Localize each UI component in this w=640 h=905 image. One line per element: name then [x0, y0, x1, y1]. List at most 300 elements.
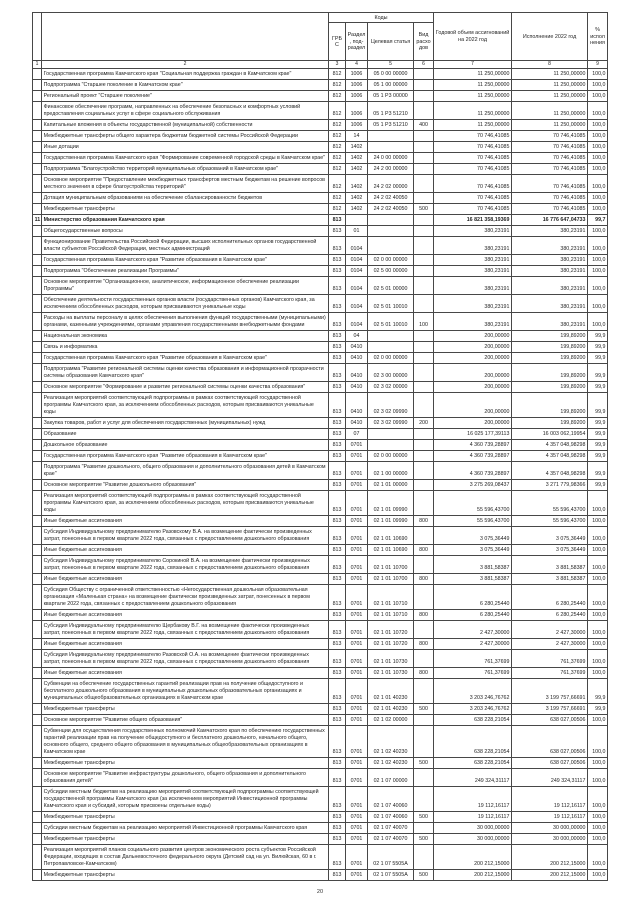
target-article-code: 02 1 01 10720: [368, 639, 414, 650]
section-code: 0410: [346, 382, 368, 393]
annual-allocation: 200,00000: [434, 382, 512, 393]
row-name: Закупка товаров, работ и услуг для обеспечения государственных (муниципальных) нужд: [42, 418, 329, 429]
expense-type-code: 800: [414, 516, 434, 527]
execution-amount: 380,23191: [512, 295, 588, 313]
execution-amount: 70 746,41085: [512, 142, 588, 153]
row-name: Государственная программа Камчатского края "Социальная поддержка граждан в Камчатском крае": [42, 69, 329, 80]
expense-type-code: [414, 102, 434, 120]
row-number: [33, 834, 42, 845]
table-row: [33, 650, 608, 668]
row-number: [33, 823, 42, 834]
annual-allocation: 200,00000: [434, 353, 512, 364]
table-row: [33, 342, 608, 353]
table-row: [33, 331, 608, 342]
row-number: [33, 226, 42, 237]
execution-amount: 70 746,41085: [512, 131, 588, 142]
execution-amount: 199,89200: [512, 418, 588, 429]
target-article-code: 02 1 07 40060: [368, 787, 414, 812]
expense-type-code: 500: [414, 870, 434, 881]
target-article-code: 02 3 00 00000: [368, 364, 414, 382]
section-code: 0701: [346, 679, 368, 704]
target-article-code: 24 2 02 40050: [368, 204, 414, 215]
expense-type-code: 800: [414, 545, 434, 556]
grbs-code: 813: [329, 266, 346, 277]
table-row: [33, 153, 608, 164]
execution-percent: 100,0: [588, 834, 608, 845]
row-number: [33, 102, 42, 120]
section-code: 1402: [346, 142, 368, 153]
expense-type-code: [414, 769, 434, 787]
section-code: 0701: [346, 451, 368, 462]
table-row: [33, 545, 608, 556]
grbs-code: 812: [329, 142, 346, 153]
row-name: Расходы на выплаты персоналу в целях обеспечения выполнения функций государственными (муниципальными) органами, казенными учреждениями, органами управления государственными внебюджетными фондами: [42, 313, 329, 331]
target-article-code: 02 1 01 10700: [368, 574, 414, 585]
row-name: Субвенции для осуществления государственных полномочий Камчатского края по обеспечению государственных гарантий реализации прав на получение общедоступного и бесплатного дошкольного, начального общего, основного общего, среднего общего образования в муниципальных общеобразовательных организациях в Камчатском крае: [42, 726, 329, 758]
table-body: [33, 69, 608, 881]
section-code: 0701: [346, 527, 368, 545]
execution-amount: 3 199 757,66691: [512, 679, 588, 704]
execution-percent: 100,0: [588, 621, 608, 639]
row-number: [33, 650, 42, 668]
grbs-code: 813: [329, 462, 346, 480]
section-code: 0701: [346, 462, 368, 480]
row-number: [33, 715, 42, 726]
expense-type-code: [414, 277, 434, 295]
grbs-code: 813: [329, 650, 346, 668]
table-row: [33, 418, 608, 429]
execution-percent: 100,0: [588, 556, 608, 574]
table-row: [33, 639, 608, 650]
execution-percent: 100,0: [588, 610, 608, 621]
row-name: Субсидия Индивидуальному предпринимателю Разовскому В.А. на возмещение фактически произведенных затрат, понесенных в первом квартале 2022 года, связанных с предоставлением дошкольного образования: [42, 527, 329, 545]
row-number: [33, 153, 42, 164]
row-number: [33, 451, 42, 462]
grbs-code: 813: [329, 277, 346, 295]
expense-type-code: [414, 845, 434, 870]
expense-type-code: [414, 650, 434, 668]
table-row: [33, 382, 608, 393]
annual-allocation: 4 360 739,28897: [434, 451, 512, 462]
annual-allocation: 3 881,58387: [434, 556, 512, 574]
target-article-code: 02 1 01 10720: [368, 621, 414, 639]
execution-percent: 99,9: [588, 364, 608, 382]
row-number: [33, 545, 42, 556]
expense-type-code: [414, 382, 434, 393]
expense-type-code: 500: [414, 834, 434, 845]
row-number: [33, 621, 42, 639]
row-name: Государственная программа Камчатского края "Развитие образования в Камчатском крае": [42, 451, 329, 462]
table-row: [33, 491, 608, 516]
expense-type-code: 500: [414, 204, 434, 215]
section-code: 0701: [346, 769, 368, 787]
annual-allocation: 4 360 739,28897: [434, 462, 512, 480]
execution-amount: 200 212,15000: [512, 845, 588, 870]
table-row: [33, 277, 608, 295]
target-article-code: 05 1 P3 00000: [368, 91, 414, 102]
table-row: [33, 758, 608, 769]
section-code: 1402: [346, 175, 368, 193]
expense-type-code: [414, 715, 434, 726]
grbs-code: 813: [329, 834, 346, 845]
annual-allocation: 3 881,58387: [434, 574, 512, 585]
target-article-code: 24 2 02 40050: [368, 193, 414, 204]
row-name: Межбюджетные трансферты: [42, 704, 329, 715]
execution-amount: 11 250,00000: [512, 80, 588, 91]
expense-type-code: [414, 823, 434, 834]
section-code: 0701: [346, 812, 368, 823]
execution-percent: 99,9: [588, 353, 608, 364]
section-code: 0701: [346, 621, 368, 639]
execution-amount: 380,23191: [512, 277, 588, 295]
table-row: [33, 164, 608, 175]
execution-percent: 100,0: [588, 769, 608, 787]
execution-percent: 99,9: [588, 382, 608, 393]
grbs-code: 813: [329, 382, 346, 393]
target-article-code: [368, 226, 414, 237]
row-name: Капитальные вложения в объекты государственной (муниципальной) собственности: [42, 120, 329, 131]
execution-percent: 100,0: [588, 758, 608, 769]
annual-allocation: 30 000,00000: [434, 834, 512, 845]
target-article-code: 02 1 01 00000: [368, 480, 414, 491]
column-number: 7: [434, 61, 512, 69]
grbs-code: 813: [329, 585, 346, 610]
execution-percent: 100,0: [588, 91, 608, 102]
row-name: Субсидии местным бюджетам на реализацию мероприятий Инвестиционной программы Камчатского края: [42, 823, 329, 834]
execution-amount: 70 746,41085: [512, 153, 588, 164]
section-code: 1402: [346, 204, 368, 215]
target-article-code: 02 1 07 40070: [368, 834, 414, 845]
target-article-code: 02 5 01 10010: [368, 295, 414, 313]
row-number: [33, 120, 42, 131]
annual-allocation: 200,00000: [434, 393, 512, 418]
section-code: 0104: [346, 313, 368, 331]
execution-percent: 99,9: [588, 429, 608, 440]
execution-percent: 100,0: [588, 726, 608, 758]
section-code: 0701: [346, 715, 368, 726]
execution-percent: 99,9: [588, 331, 608, 342]
section-code: 0701: [346, 834, 368, 845]
row-name: Иные бюджетные ассигнования: [42, 545, 329, 556]
expense-type-code: 100: [414, 313, 434, 331]
row-number: [33, 80, 42, 91]
target-article-code: 02 0 00 00000: [368, 255, 414, 266]
execution-amount: 638 027,00506: [512, 726, 588, 758]
execution-amount: 380,23191: [512, 237, 588, 255]
execution-amount: 380,23191: [512, 226, 588, 237]
grbs-code: 812: [329, 193, 346, 204]
execution-amount: 4 357 048,98298: [512, 440, 588, 451]
table-row: [33, 295, 608, 313]
table-row: [33, 585, 608, 610]
execution-amount: 199,89200: [512, 342, 588, 353]
row-number: [33, 491, 42, 516]
section-code: 0701: [346, 787, 368, 812]
table-row: [33, 679, 608, 704]
execution-amount: 30 000,00000: [512, 823, 588, 834]
table-row: [33, 516, 608, 527]
grbs-code: 813: [329, 812, 346, 823]
row-name: Субсидия Обществу с ограниченной ответственностью «Негосударственная дошкольная образовательная организация «Маленькая страна» на возмещение фактически произведенных затрат, понесенных в первом квартале 2022 года, связанных с предоставлением дошкольного образования: [42, 585, 329, 610]
annual-allocation: 16 821 358,19369: [434, 215, 512, 226]
annual-allocation: 3 203 246,76762: [434, 704, 512, 715]
grbs-code: 812: [329, 153, 346, 164]
execution-percent: 100,0: [588, 516, 608, 527]
row-number: [33, 91, 42, 102]
row-name: Иные бюджетные ассигнования: [42, 574, 329, 585]
annual-allocation: 2 427,30000: [434, 621, 512, 639]
target-article-code: 02 1 01 10710: [368, 610, 414, 621]
row-name: Государственная программа Камчатского края "Развитие образования в Камчатском крае": [42, 255, 329, 266]
annual-allocation: 200,00000: [434, 342, 512, 353]
expense-type-code: [414, 153, 434, 164]
target-article-code: 02 1 01 10700: [368, 556, 414, 574]
grbs-code: 812: [329, 120, 346, 131]
execution-amount: 380,23191: [512, 313, 588, 331]
target-article-code: 02 1 07 5505А: [368, 870, 414, 881]
annual-allocation: 70 746,41085: [434, 153, 512, 164]
section-code: 0104: [346, 266, 368, 277]
expense-type-code: [414, 726, 434, 758]
row-number: [33, 255, 42, 266]
row-number: [33, 679, 42, 704]
table-row: [33, 440, 608, 451]
section-code: 01: [346, 226, 368, 237]
target-article-code: 02 1 02 40230: [368, 758, 414, 769]
execution-amount: 11 250,00000: [512, 69, 588, 80]
row-number: 11: [33, 215, 42, 226]
annual-allocation: 4 360 739,28897: [434, 440, 512, 451]
row-name: Региональный проект "Старшее поколение": [42, 91, 329, 102]
table-row: [33, 480, 608, 491]
table-row: [33, 621, 608, 639]
grbs-code: 813: [329, 331, 346, 342]
section-code: 0410: [346, 353, 368, 364]
column-number: 8: [512, 61, 588, 69]
table-row: [33, 823, 608, 834]
row-number: [33, 769, 42, 787]
table-row: [33, 769, 608, 787]
section-code: 0701: [346, 704, 368, 715]
table-row: [33, 313, 608, 331]
section-code: 0701: [346, 585, 368, 610]
expense-type-code: [414, 353, 434, 364]
section-code: 0701: [346, 440, 368, 451]
annual-allocation: 6 280,25440: [434, 610, 512, 621]
annual-allocation: 19 112,16117: [434, 812, 512, 823]
annual-allocation: 6 280,25440: [434, 585, 512, 610]
execution-percent: 100,0: [588, 204, 608, 215]
grbs-code: 812: [329, 91, 346, 102]
execution-percent: 100,0: [588, 668, 608, 679]
annual-allocation: 249 324,31117: [434, 769, 512, 787]
target-article-code: 02 1 01 09990: [368, 491, 414, 516]
execution-percent: 99,9: [588, 418, 608, 429]
execution-amount: 3 075,36449: [512, 527, 588, 545]
header-expense-type: Вид расходов: [414, 23, 434, 61]
table-row: [33, 704, 608, 715]
column-number: 2: [42, 61, 329, 69]
execution-amount: 70 746,41085: [512, 164, 588, 175]
expense-type-code: [414, 585, 434, 610]
execution-percent: 100,0: [588, 715, 608, 726]
table-row: [33, 812, 608, 823]
target-article-code: 02 1 07 00000: [368, 769, 414, 787]
table-row: [33, 255, 608, 266]
row-name: Иные дотации: [42, 142, 329, 153]
header-codes: Коды: [329, 13, 434, 23]
section-code: 0410: [346, 418, 368, 429]
execution-percent: 100,0: [588, 69, 608, 80]
target-article-code: [368, 440, 414, 451]
target-article-code: 02 5 00 00000: [368, 266, 414, 277]
target-article-code: 02 1 01 10730: [368, 650, 414, 668]
row-number: [33, 331, 42, 342]
section-code: 0701: [346, 480, 368, 491]
grbs-code: 813: [329, 342, 346, 353]
expense-type-code: [414, 164, 434, 175]
target-article-code: 02 3 02 00000: [368, 382, 414, 393]
header-target-article: Целевая статья: [368, 23, 414, 61]
row-name: Связь и информатика: [42, 342, 329, 353]
expense-type-code: 800: [414, 610, 434, 621]
execution-amount: 70 746,41085: [512, 204, 588, 215]
execution-percent: 100,0: [588, 650, 608, 668]
row-name: Субсидия Индивидуальному предпринимателю Щербакову В.Г. на возмещение фактически произведенных затрат, понесенных в первом квартале 2022 года, связанных с предоставлением дошкольного образования: [42, 621, 329, 639]
execution-percent: 100,0: [588, 870, 608, 881]
row-name: Субсидия Индивидуальному предпринимателю Сорокиной В.А. на возмещение фактически произведенных затрат, понесенных в первом квартале 2022 года, связанных с предоставлением дошкольного образования: [42, 556, 329, 574]
table-row: [33, 69, 608, 80]
row-number: [33, 516, 42, 527]
section-code: 0701: [346, 491, 368, 516]
row-number: [33, 440, 42, 451]
execution-percent: 100,0: [588, 812, 608, 823]
table-row: [33, 787, 608, 812]
annual-allocation: 55 596,43700: [434, 516, 512, 527]
grbs-code: 813: [329, 364, 346, 382]
row-number: [33, 610, 42, 621]
row-name: Подпрограмма "Развитие дошкольного, общего образования и дополнительного образования детей в Камчатском крае": [42, 462, 329, 480]
annual-allocation: 19 112,16117: [434, 787, 512, 812]
table-row: [33, 237, 608, 255]
expense-type-code: [414, 175, 434, 193]
row-number: [33, 237, 42, 255]
table-row: [33, 429, 608, 440]
row-number: [33, 313, 42, 331]
row-number: [33, 204, 42, 215]
target-article-code: 02 1 01 10690: [368, 545, 414, 556]
execution-amount: 4 357 048,98298: [512, 451, 588, 462]
header-percent: % исполнения: [588, 13, 608, 61]
execution-amount: 55 596,43700: [512, 491, 588, 516]
page-number: 20: [316, 889, 324, 895]
annual-allocation: 3 075,36449: [434, 545, 512, 556]
target-article-code: [368, 429, 414, 440]
table-row: [33, 845, 608, 870]
row-name: Общегосударственные вопросы: [42, 226, 329, 237]
execution-amount: 3 199 757,66691: [512, 704, 588, 715]
grbs-code: 813: [329, 429, 346, 440]
row-name: Основное мероприятие "Развитие общего образования": [42, 715, 329, 726]
expense-type-code: [414, 69, 434, 80]
row-name: Реализация мероприятий соответствующей подпрограммы в рамках соответствующей государственной программы Камчатского края, за исключением обособленных расходов, которым присваиваются уникальные коды: [42, 393, 329, 418]
annual-allocation: 380,23191: [434, 266, 512, 277]
table-row: [33, 364, 608, 382]
grbs-code: 813: [329, 845, 346, 870]
grbs-code: 813: [329, 516, 346, 527]
execution-percent: 100,0: [588, 639, 608, 650]
execution-percent: 100,0: [588, 491, 608, 516]
section-code: 07: [346, 429, 368, 440]
section-code: 0701: [346, 845, 368, 870]
grbs-code: 813: [329, 545, 346, 556]
target-article-code: 02 0 00 00000: [368, 353, 414, 364]
grbs-code: 813: [329, 715, 346, 726]
row-number: [33, 758, 42, 769]
row-number: [33, 462, 42, 480]
section-code: 04: [346, 331, 368, 342]
section-code: 1402: [346, 193, 368, 204]
table-row: [33, 715, 608, 726]
expense-type-code: [414, 364, 434, 382]
row-name: Межбюджетные трансферты: [42, 834, 329, 845]
table-row: [33, 266, 608, 277]
row-name: Министерство образования Камчатского края: [42, 215, 329, 226]
section-code: 1006: [346, 102, 368, 120]
execution-amount: 2 427,30000: [512, 621, 588, 639]
column-number: 4: [346, 61, 368, 69]
annual-allocation: 380,23191: [434, 226, 512, 237]
expense-type-code: [414, 80, 434, 91]
grbs-code: 813: [329, 295, 346, 313]
target-article-code: 02 1 01 10730: [368, 668, 414, 679]
target-article-code: [368, 142, 414, 153]
column-number: 1: [33, 61, 42, 69]
execution-amount: 3 271 779,98366: [512, 480, 588, 491]
target-article-code: 24 0 00 00000: [368, 153, 414, 164]
table-row: [33, 193, 608, 204]
expense-type-code: 500: [414, 758, 434, 769]
execution-percent: 100,0: [588, 295, 608, 313]
execution-amount: 11 250,00000: [512, 120, 588, 131]
row-name: Субвенции на обеспечение государственных гарантий реализации прав на получение общедоступного и бесплатного дошкольного образования в муниципальных дошкольных образовательных организациях и муниципальных общеобразовательных организациях в Камчатском крае: [42, 679, 329, 704]
row-number: [33, 353, 42, 364]
annual-allocation: 70 746,41085: [434, 142, 512, 153]
section-code: 0701: [346, 870, 368, 881]
execution-percent: 100,0: [588, 845, 608, 870]
row-name: Обеспечение деятельности государственных органов власти (государственных органов) Камчатского края, за исключением обособленных расходов, которым присваиваются уникальные коды: [42, 295, 329, 313]
target-article-code: 02 1 07 40060: [368, 812, 414, 823]
row-name: Межбюджетные трансферты: [42, 758, 329, 769]
annual-allocation: 761,37699: [434, 650, 512, 668]
execution-amount: 199,89200: [512, 364, 588, 382]
execution-amount: 30 000,00000: [512, 834, 588, 845]
section-code: 1006: [346, 91, 368, 102]
row-name: Реализация мероприятий планов социального развития центров экономического роста субъектов Российской Федерации, входящих в состав Дальневосточного федерального округа (Детский сад на ул. Вилюйская, 60 в г. Петропавловске-Камчатском): [42, 845, 329, 870]
row-number: [33, 164, 42, 175]
grbs-code: 813: [329, 639, 346, 650]
expense-type-code: [414, 193, 434, 204]
expense-type-code: [414, 266, 434, 277]
section-code: 1006: [346, 69, 368, 80]
execution-percent: 100,0: [588, 193, 608, 204]
annual-allocation: 761,37699: [434, 668, 512, 679]
grbs-code: 813: [329, 440, 346, 451]
grbs-code: 813: [329, 237, 346, 255]
execution-amount: 199,89200: [512, 353, 588, 364]
grbs-code: 812: [329, 131, 346, 142]
expense-type-code: [414, 142, 434, 153]
